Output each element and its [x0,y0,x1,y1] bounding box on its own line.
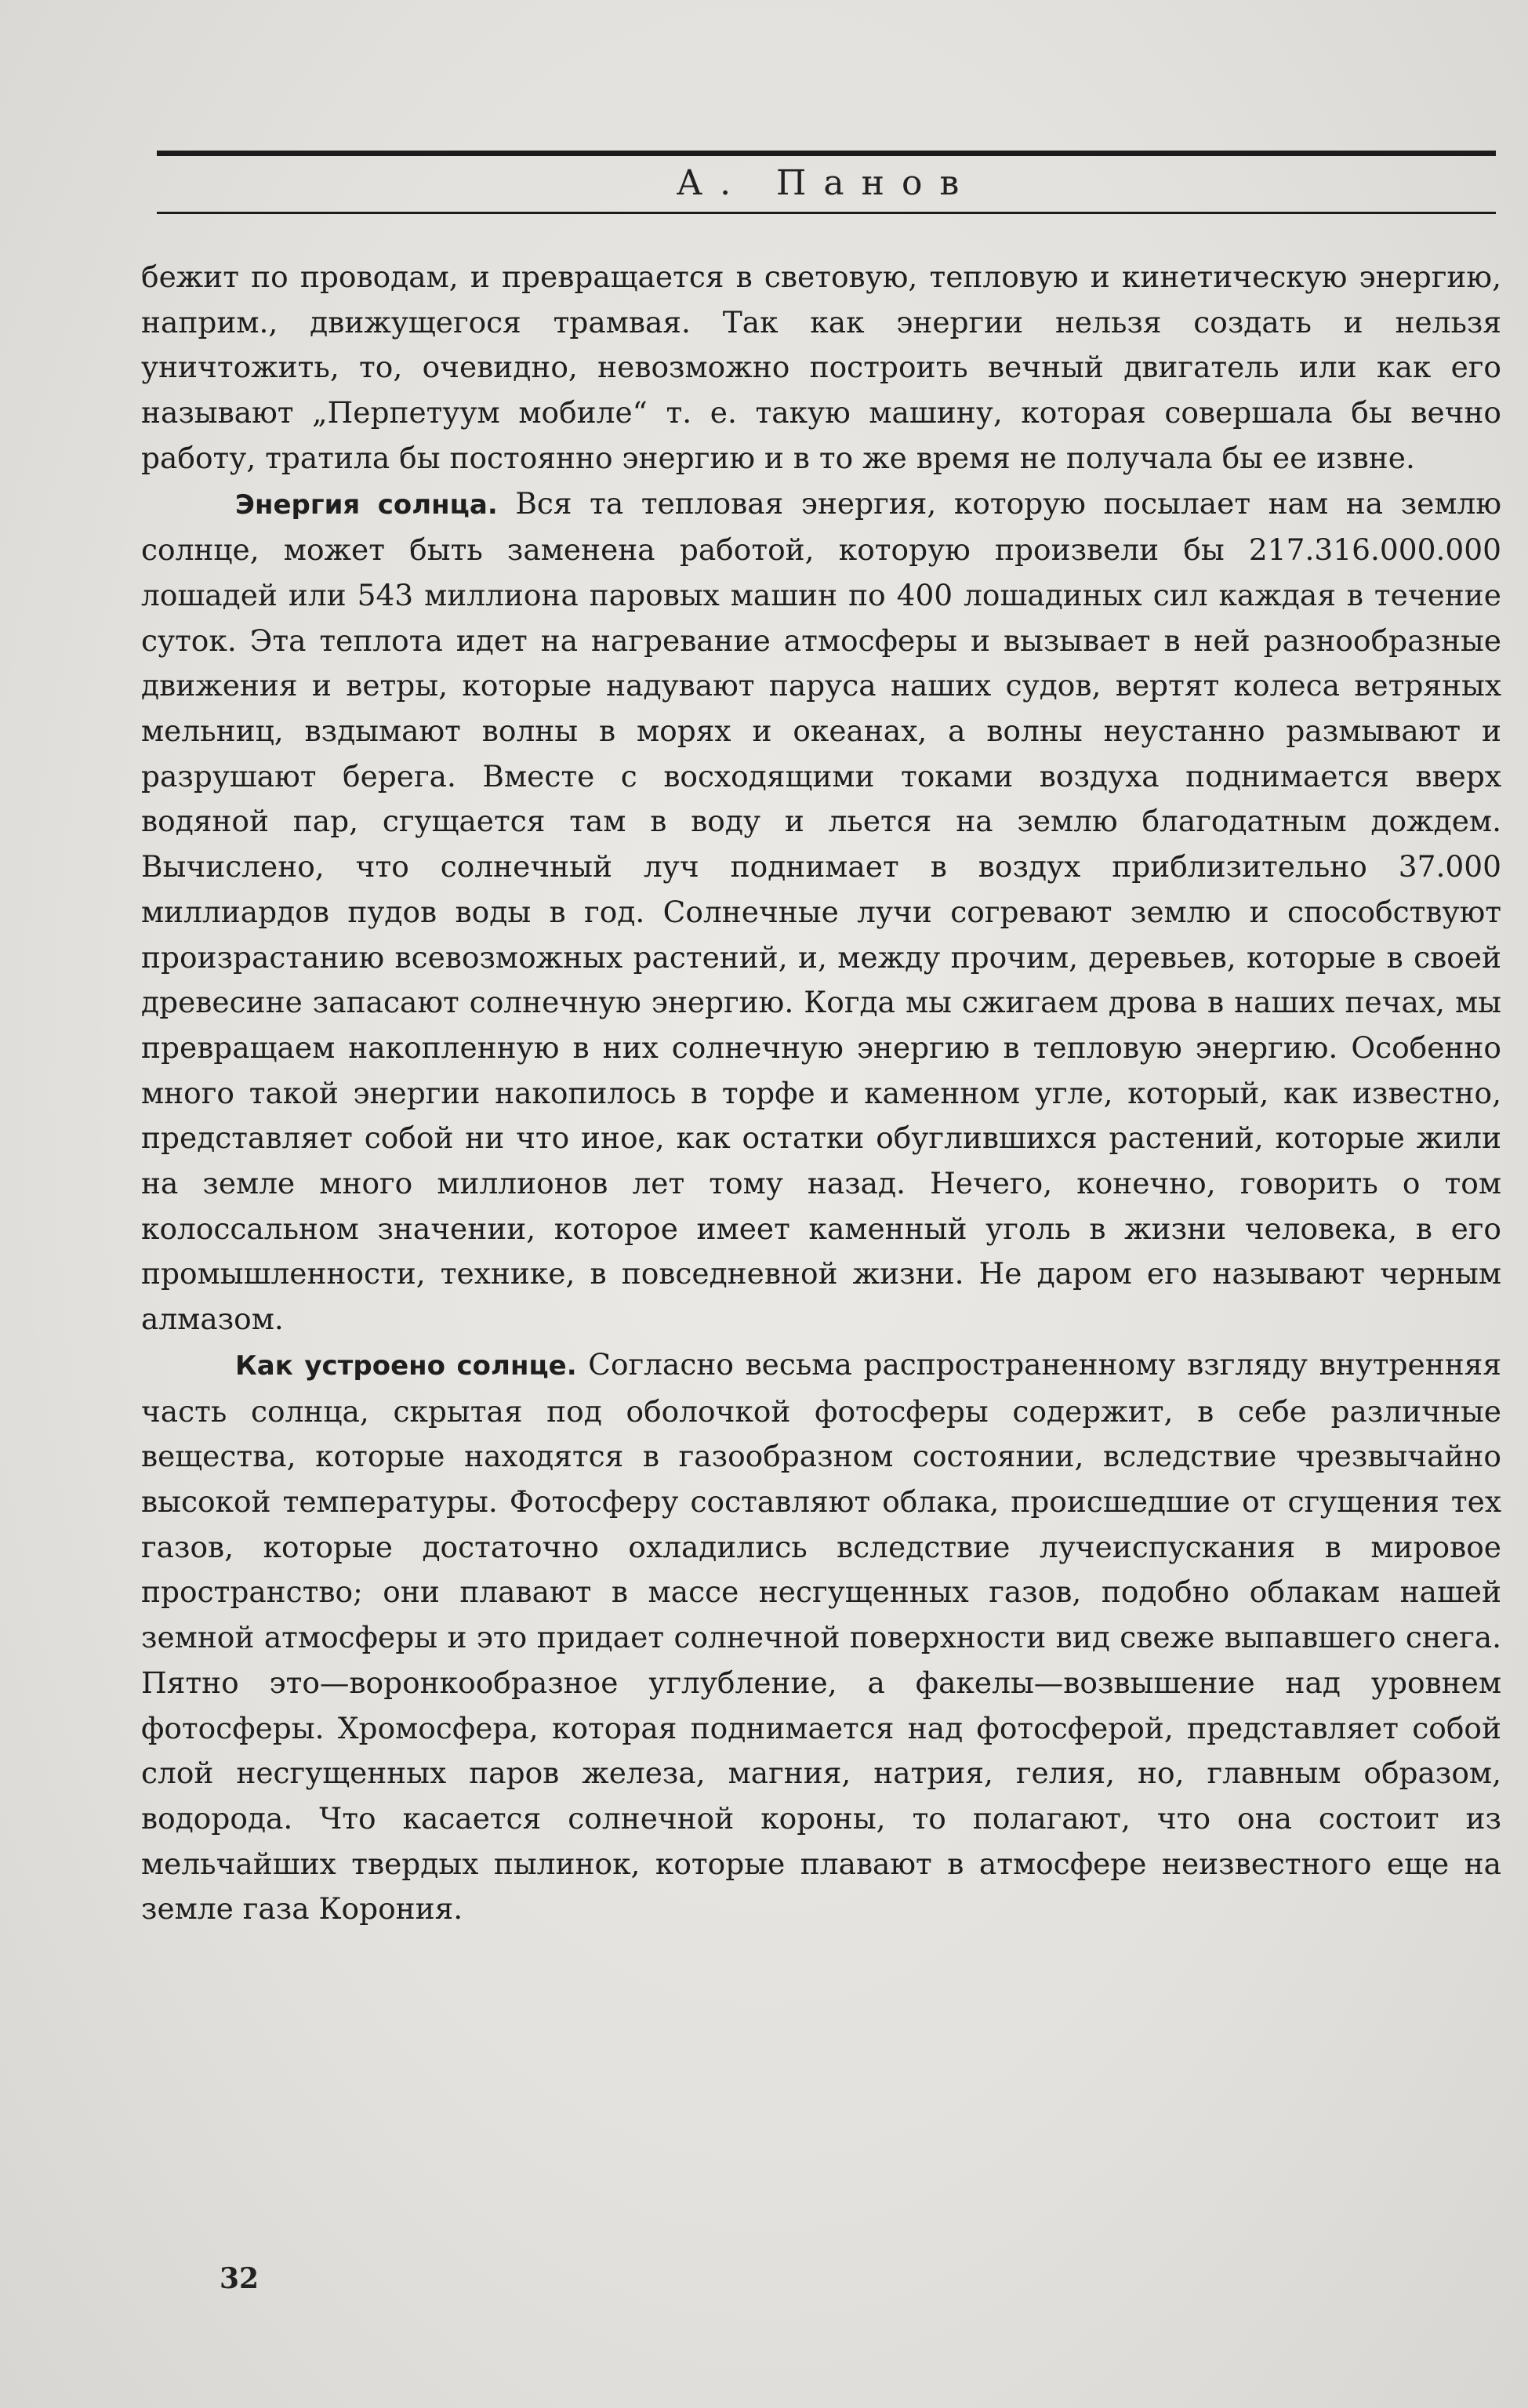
section-heading-solar-energy: Энергия солнца. [235,489,498,521]
paragraph-text: Вся та тепловая энергия, которую посылает нам на землю солнце, может быть заменена работой, которую произвели бы 217.316.000.000 лошадей или 543 миллиона паровых машин по 400 лошадиных сил каждая в течение суток. Эта теплота идет на нагревание атмосферы и вызывает в ней разнообразные движения и ветры, которые надувают паруса наших судов, вертят колеса ветряных мельниц, вздымают волны в морях и океанах, а волны неустанно размывают и разрушают берега. Вместе с восходящими токами воздуха поднимается вверх водяной пар, сгущается там в воду и льется на землю благодатным дождем. Вычислено, что солнечный луч поднимает в воздух приблизительно 37.000 миллиардов пудов воды в год. Солнечные лучи согревают землю и способствуют произрастанию всевозможных растений, и, между прочим, деревьев, которые в своей древесине запасают солнечную энергию. Когда мы сжигаем дрова в наших печах, мы превращаем накопленную в них солнечную энергию в тепловую энергию. Особенно много такой энергии накопилось в торфе и каменном угле, который, как известно, представляет собой ни что иное, как остатки обуглившихся растений, которые жили на земле много миллионов лет тому назад. Нечего, конечно, говорить о том колоссальном значении, которое имеет каменный уголь в жизни человека, в его промышленности, технике, в повседневной жизни. Не даром его называют черным алмазом. [141,485,1501,1337]
header-rule-top [157,151,1496,156]
section-heading-sun-structure: Как устроено солнце. [235,1349,577,1382]
header-rule-bottom [157,212,1496,214]
paragraph-continued [141,255,1501,481]
paragraph-solar-energy [141,481,1501,1342]
paragraph-text: Согласно весьма распространенному взгляду внутренняя часть солнца, скрытая под оболочкой фотосферы содержит, в себе различные вещества, которые находятся в газообразном состоянии, вследствие чрезвычайно высокой температуры. Фотосферу составляют облака, происшедшие от сгущения тех газов, которые достаточно охладились вследствие лучеиспускания в мировое пространство; они плавают в массе несгущенных газов, подобно облакам нашей земной атмосферы и это придает солнечной поверхности вид свеже выпавшего снега. Пятно это—воронкообразное углубление, а факелы—возвышение над уровнем фотосферы. Хромосфера, которая поднимается над фотосферой, представляет собой слой несгущенных паров железа, магния, натрия, гелия, но, главным образом, водорода. Что касается солнечной короны, то полагают, что она состоит из мельчайших твердых пылинок, которые плавают в атмосфере неизвестного еще на земле газа Корония. [141,1346,1501,1927]
body-text [141,255,1501,1932]
page-number: 32 [220,2262,260,2295]
paragraph-sun-structure [141,1342,1501,1932]
paragraph-text: бежит по проводам, и превращается в световую, тепловую и кинетическую энергию, наприм., движущегося трамвая. Так как энергии нельзя создать и нельзя уничтожить, то, очевидно, невозможно построить вечный двигатель или как его называют „Перпетуум мобиле“ т. е. такую машину, которая совершала бы вечно работу, тратила бы постоянно энергию и в то же время не получала бы ее извне. [141,260,1501,475]
running-head: А. Панов [676,163,977,203]
